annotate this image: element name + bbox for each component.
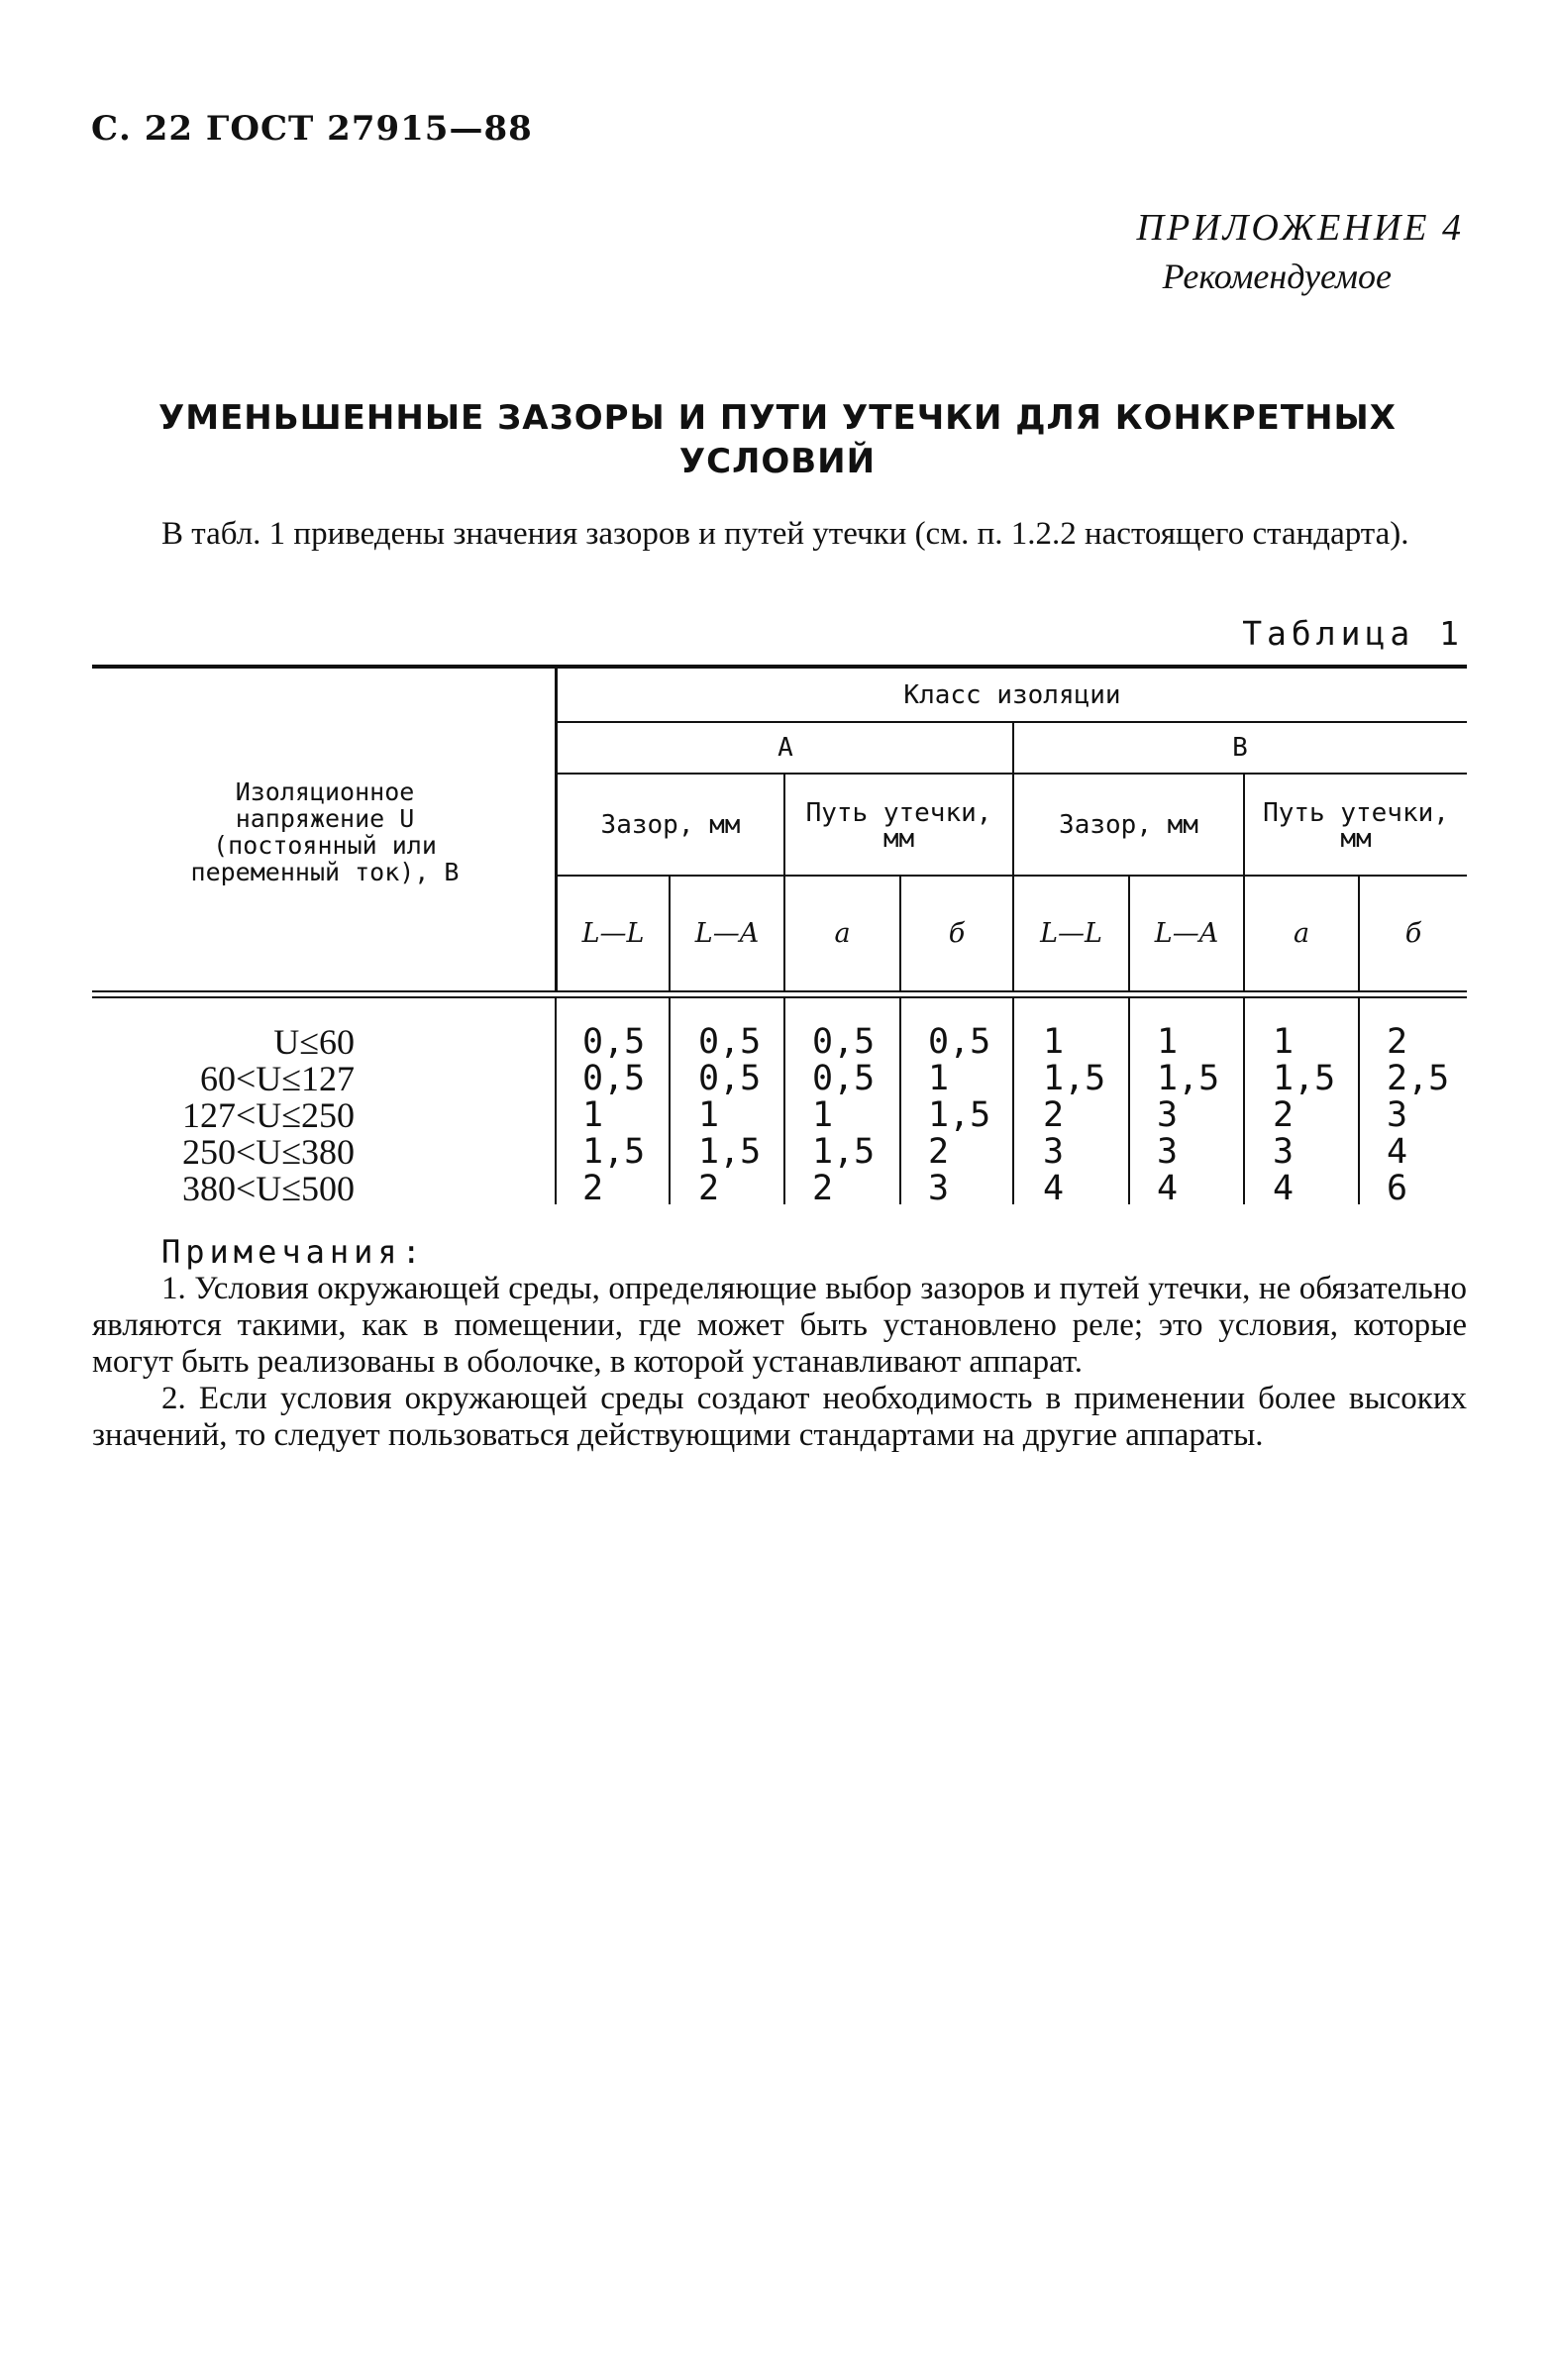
appendix-number: ПРИЛОЖЕНИЕ 4: [1136, 207, 1464, 249]
title-line-1: УМЕНЬШЕННЫЕ ЗАЗОРЫ И ПУТИ УТЕЧКИ ДЛЯ КОНКРЕТНЫХ: [158, 398, 1397, 438]
table-cell: 3: [1387, 1095, 1408, 1135]
row-header-line-4: переменный ток), В: [190, 858, 460, 886]
row-header: [117, 778, 533, 885]
body-vline-7: [1358, 998, 1360, 1204]
insulation-class-header: Класс изоляции: [903, 680, 1121, 710]
class-b-creepage-header: [1245, 800, 1467, 852]
table-cell: 0,5: [812, 1059, 876, 1098]
row-header-line-1: Изоляционное: [235, 777, 415, 806]
body-vline-3: [899, 998, 901, 1204]
table-cell: 4: [1273, 1169, 1295, 1208]
table-cell: 2: [812, 1169, 834, 1208]
table-cell: 4: [1387, 1132, 1408, 1172]
table-cell: 2: [1043, 1095, 1065, 1135]
sub-col-a-a: а: [834, 918, 851, 949]
table-cell: 2: [582, 1169, 604, 1208]
body-vline-0: [555, 998, 557, 1204]
table-cell: 3: [1157, 1095, 1179, 1135]
class-b-clearance-header: Зазор, мм: [1059, 810, 1198, 840]
sub-col-a-ll: L—L: [581, 918, 645, 949]
table-cell: 3: [928, 1169, 950, 1208]
table-cell: 0,5: [582, 1059, 646, 1098]
body-vline-2: [783, 998, 785, 1204]
sub-col-b-ll: L—L: [1040, 918, 1102, 949]
table-cell: 3: [1273, 1132, 1295, 1172]
notes-heading: Примечания:: [161, 1233, 426, 1271]
header-double-rule-1: [92, 990, 1467, 992]
class-a-creepage-line-2: мм: [882, 824, 915, 854]
page-header: С. 22 ГОСТ 27915—88: [91, 109, 533, 149]
class-vline-ab: [1012, 723, 1014, 992]
body-vline-4: [1012, 998, 1014, 1204]
group-rule: [558, 875, 1467, 877]
body-vline-6: [1243, 998, 1245, 1204]
row-header-line-2: напряжение U: [235, 804, 415, 833]
class-a-creepage-header: [785, 800, 1012, 852]
page-title: [0, 396, 1555, 483]
table-cell: 1,5: [812, 1132, 876, 1172]
table-cell: 1: [928, 1059, 950, 1098]
table-cell: 1,5: [1273, 1059, 1336, 1098]
table-cell: 2,5: [1387, 1059, 1450, 1098]
voltage-row-2: 60<U≤127: [199, 1059, 355, 1098]
class-b-creepage-line-1: Путь утечки,: [1263, 798, 1449, 828]
row-header-line-3: (постоянный или: [213, 831, 437, 860]
table-cell: 2: [1273, 1095, 1295, 1135]
table-cell: 0,5: [812, 1022, 876, 1062]
table-cell: 6: [1387, 1169, 1408, 1208]
class-rule: [558, 773, 1467, 775]
group-vline-a: [783, 775, 785, 992]
body-vline-5: [1128, 998, 1130, 1204]
sub-col-b-a: а: [1293, 918, 1310, 949]
notes-section: [92, 1234, 1467, 1454]
intro-paragraph: В табл. 1 приведены значения зазоров и путей утечки (см. п. 1.2.2 настоящего стандарта).: [161, 516, 1409, 552]
voltage-row-5: 380<U≤500: [181, 1169, 355, 1208]
appendix-type: Рекомендуемое: [1162, 257, 1392, 296]
table-cell: 1: [582, 1095, 604, 1135]
table-cell: 0,5: [928, 1022, 991, 1062]
class-a-clearance-header: Зазор, мм: [600, 810, 741, 840]
sub-col-b-b: б: [1404, 918, 1422, 949]
class-a-creepage-line-1: Путь утечки,: [805, 798, 992, 828]
class-b-header: В: [1232, 733, 1248, 763]
table-cell: 1: [812, 1095, 834, 1135]
group-vline-b: [1243, 775, 1245, 992]
header-double-rule-2: [92, 996, 1467, 998]
table-cell: 1,5: [928, 1095, 991, 1135]
note-1: 1. Условия окружающей среды, определяющие выбор зазоров и путей утечки, не обязательно являются такими, как в помещении, где может быть установлено реле; это условия, которые могут быть реализованы в оболочке, в которой устанавливают аппарат.: [92, 1271, 1467, 1380]
table-cell: 4: [1157, 1169, 1179, 1208]
table-cell: 1: [1043, 1022, 1065, 1062]
table-cell: 3: [1043, 1132, 1065, 1172]
table-cell: 4: [1043, 1169, 1065, 1208]
sub-col-a-la: L—A: [694, 918, 760, 949]
table-top-rule: [92, 665, 1467, 669]
class-a-header: А: [778, 733, 793, 763]
table-cell: 1,5: [698, 1132, 762, 1172]
table-cell: 2: [698, 1169, 720, 1208]
sub-col-b-la: L—A: [1154, 918, 1219, 949]
table-cell: 1,5: [1043, 1059, 1106, 1098]
title-line-2: УСЛОВИЙ: [678, 442, 877, 481]
table-cell: 1,5: [582, 1132, 646, 1172]
table-cell: 2: [1387, 1022, 1408, 1062]
class-b-creepage-line-2: мм: [1340, 824, 1372, 854]
table-label: Таблица 1: [1242, 614, 1464, 653]
table-cell: 0,5: [582, 1022, 646, 1062]
table-cell: 1: [1157, 1022, 1179, 1062]
table-cell: 2: [928, 1132, 950, 1172]
table-cell: 1,5: [1157, 1059, 1220, 1098]
body-vline-1: [669, 998, 671, 1204]
table-cell: 0,5: [698, 1022, 762, 1062]
sub-col-a-b: б: [948, 918, 966, 949]
table-cell: 1: [1273, 1022, 1295, 1062]
voltage-row-4: 250<U≤380: [181, 1132, 355, 1172]
table-cell: 1: [698, 1095, 720, 1135]
table-cell: 3: [1157, 1132, 1179, 1172]
table-cell: 0,5: [698, 1059, 762, 1098]
voltage-row-3: 127<U≤250: [181, 1095, 355, 1135]
voltage-row-1: U≤60: [273, 1022, 355, 1062]
note-2: 2. Если условия окружающей среды создают необходимость в применении более высоких значений, то следует пользоваться действующими стандартами на другие аппараты.: [92, 1381, 1467, 1453]
